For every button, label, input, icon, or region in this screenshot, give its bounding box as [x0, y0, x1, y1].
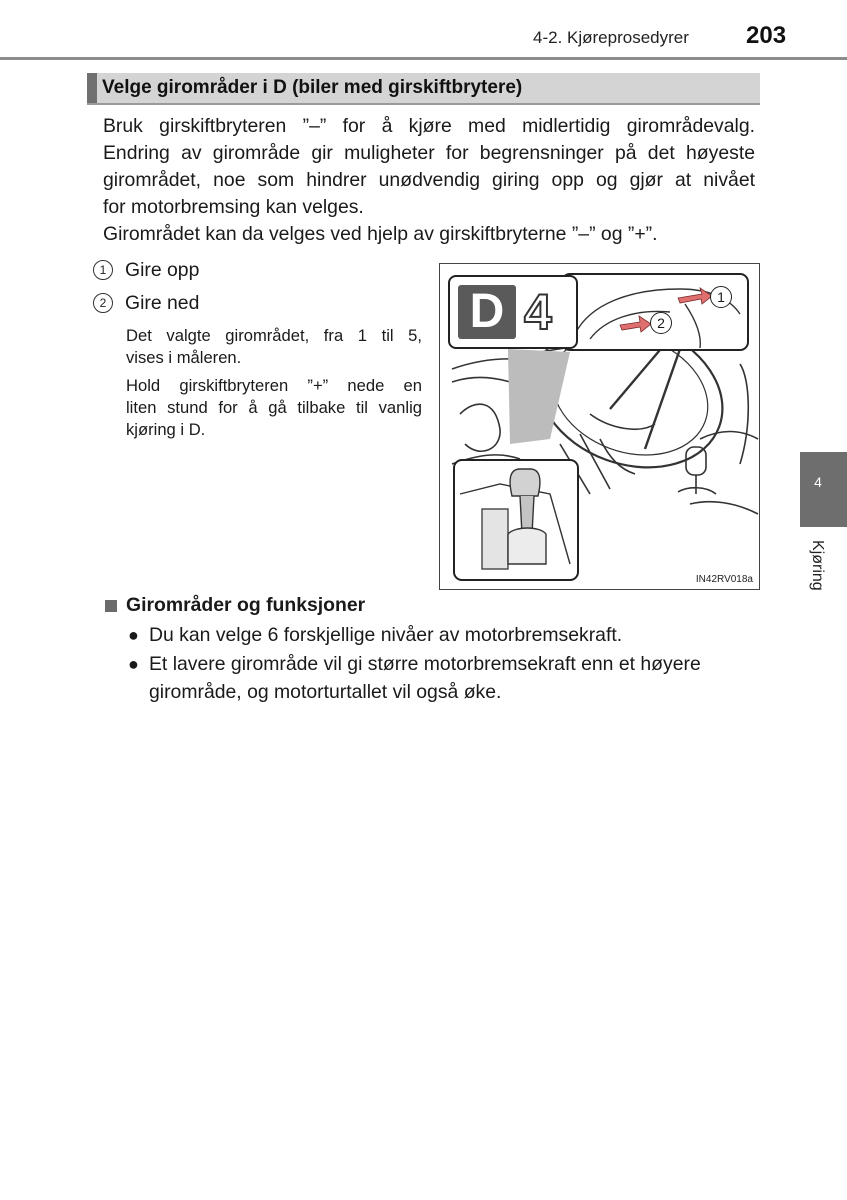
chapter-label: Kjøring [809, 540, 826, 591]
note-line: liten stund for å gå tilbake til vanlig [126, 398, 422, 417]
intro-line-1: Bruk girskiftbryteren ”–” for å kjøre med midlertidig girområdevalg. [103, 115, 755, 137]
callout-2: 2 [650, 312, 672, 334]
page-number: 203 [746, 22, 787, 49]
list-item-text: Du kan velge 6 forskjellige nivåer av motorbremsekraft. [149, 624, 623, 646]
bullet-dot-icon: ● [128, 625, 139, 645]
note-line: vises i måleren. [126, 348, 242, 367]
meter-display-box [448, 275, 578, 349]
bullet-dot-icon: ● [128, 654, 139, 674]
step-number-badge: 2 [93, 293, 113, 313]
step-shift-up [93, 257, 199, 283]
intro-line-4: for motorbremsing kan velges. [103, 196, 364, 218]
figure-code: IN42RV018a [695, 574, 753, 585]
intro-line-3: girområdet, noe som hindrer unødvendig giring opp og gjør at nivået [103, 169, 755, 191]
step-shift-down [93, 290, 199, 316]
note-return-to-d [126, 375, 422, 441]
step-label: Gire ned [125, 292, 200, 314]
list-item [128, 621, 755, 649]
step-label: Gire opp [125, 259, 200, 281]
chapter-number: 4 [814, 474, 822, 490]
section-heading-accent [87, 73, 97, 103]
header-rule [0, 57, 847, 60]
note-gear-range-display [126, 325, 422, 369]
list-item-continuation [128, 678, 755, 706]
intro-line-2: Endring av girområde gir muligheter for begrensninger på det høyeste [103, 142, 755, 164]
list-item-text: girområde, og motorturtallet vil også øke. [149, 681, 502, 703]
list-item [128, 650, 755, 678]
list-item-text: Et lavere girområde vil gi større motorbremsekraft enn et høyere [149, 653, 701, 675]
note-line: Det valgte girområdet, fra 1 til 5, [126, 326, 422, 345]
note-line: Hold girskiftbryteren ”+” nede en [126, 376, 422, 395]
square-bullet-icon [105, 600, 117, 612]
chapter-side-label [800, 540, 836, 610]
subsection-title: Girområder og funksjoner [126, 594, 366, 616]
chapter-side-tab [800, 452, 847, 527]
display-gear-number: 4 [524, 284, 552, 340]
callout-1: 1 [710, 286, 732, 308]
running-header-section: 4-2. Kjøreprosedyrer [533, 28, 689, 47]
step-number-badge: 1 [93, 260, 113, 280]
section-title: Velge girområder i D (biler med girskiftbrytere) [102, 77, 523, 98]
illustration-paddle-shifters [439, 263, 760, 590]
section-heading-bar [87, 73, 760, 105]
intro-second-paragraph: Girområdet kan da velges ved hjelp av girskiftbryterne ”–” og ”+”. [103, 223, 658, 245]
note-line: kjøring i D. [126, 420, 206, 439]
subsection-heading [105, 594, 365, 617]
display-gear-letter: D [458, 285, 516, 339]
